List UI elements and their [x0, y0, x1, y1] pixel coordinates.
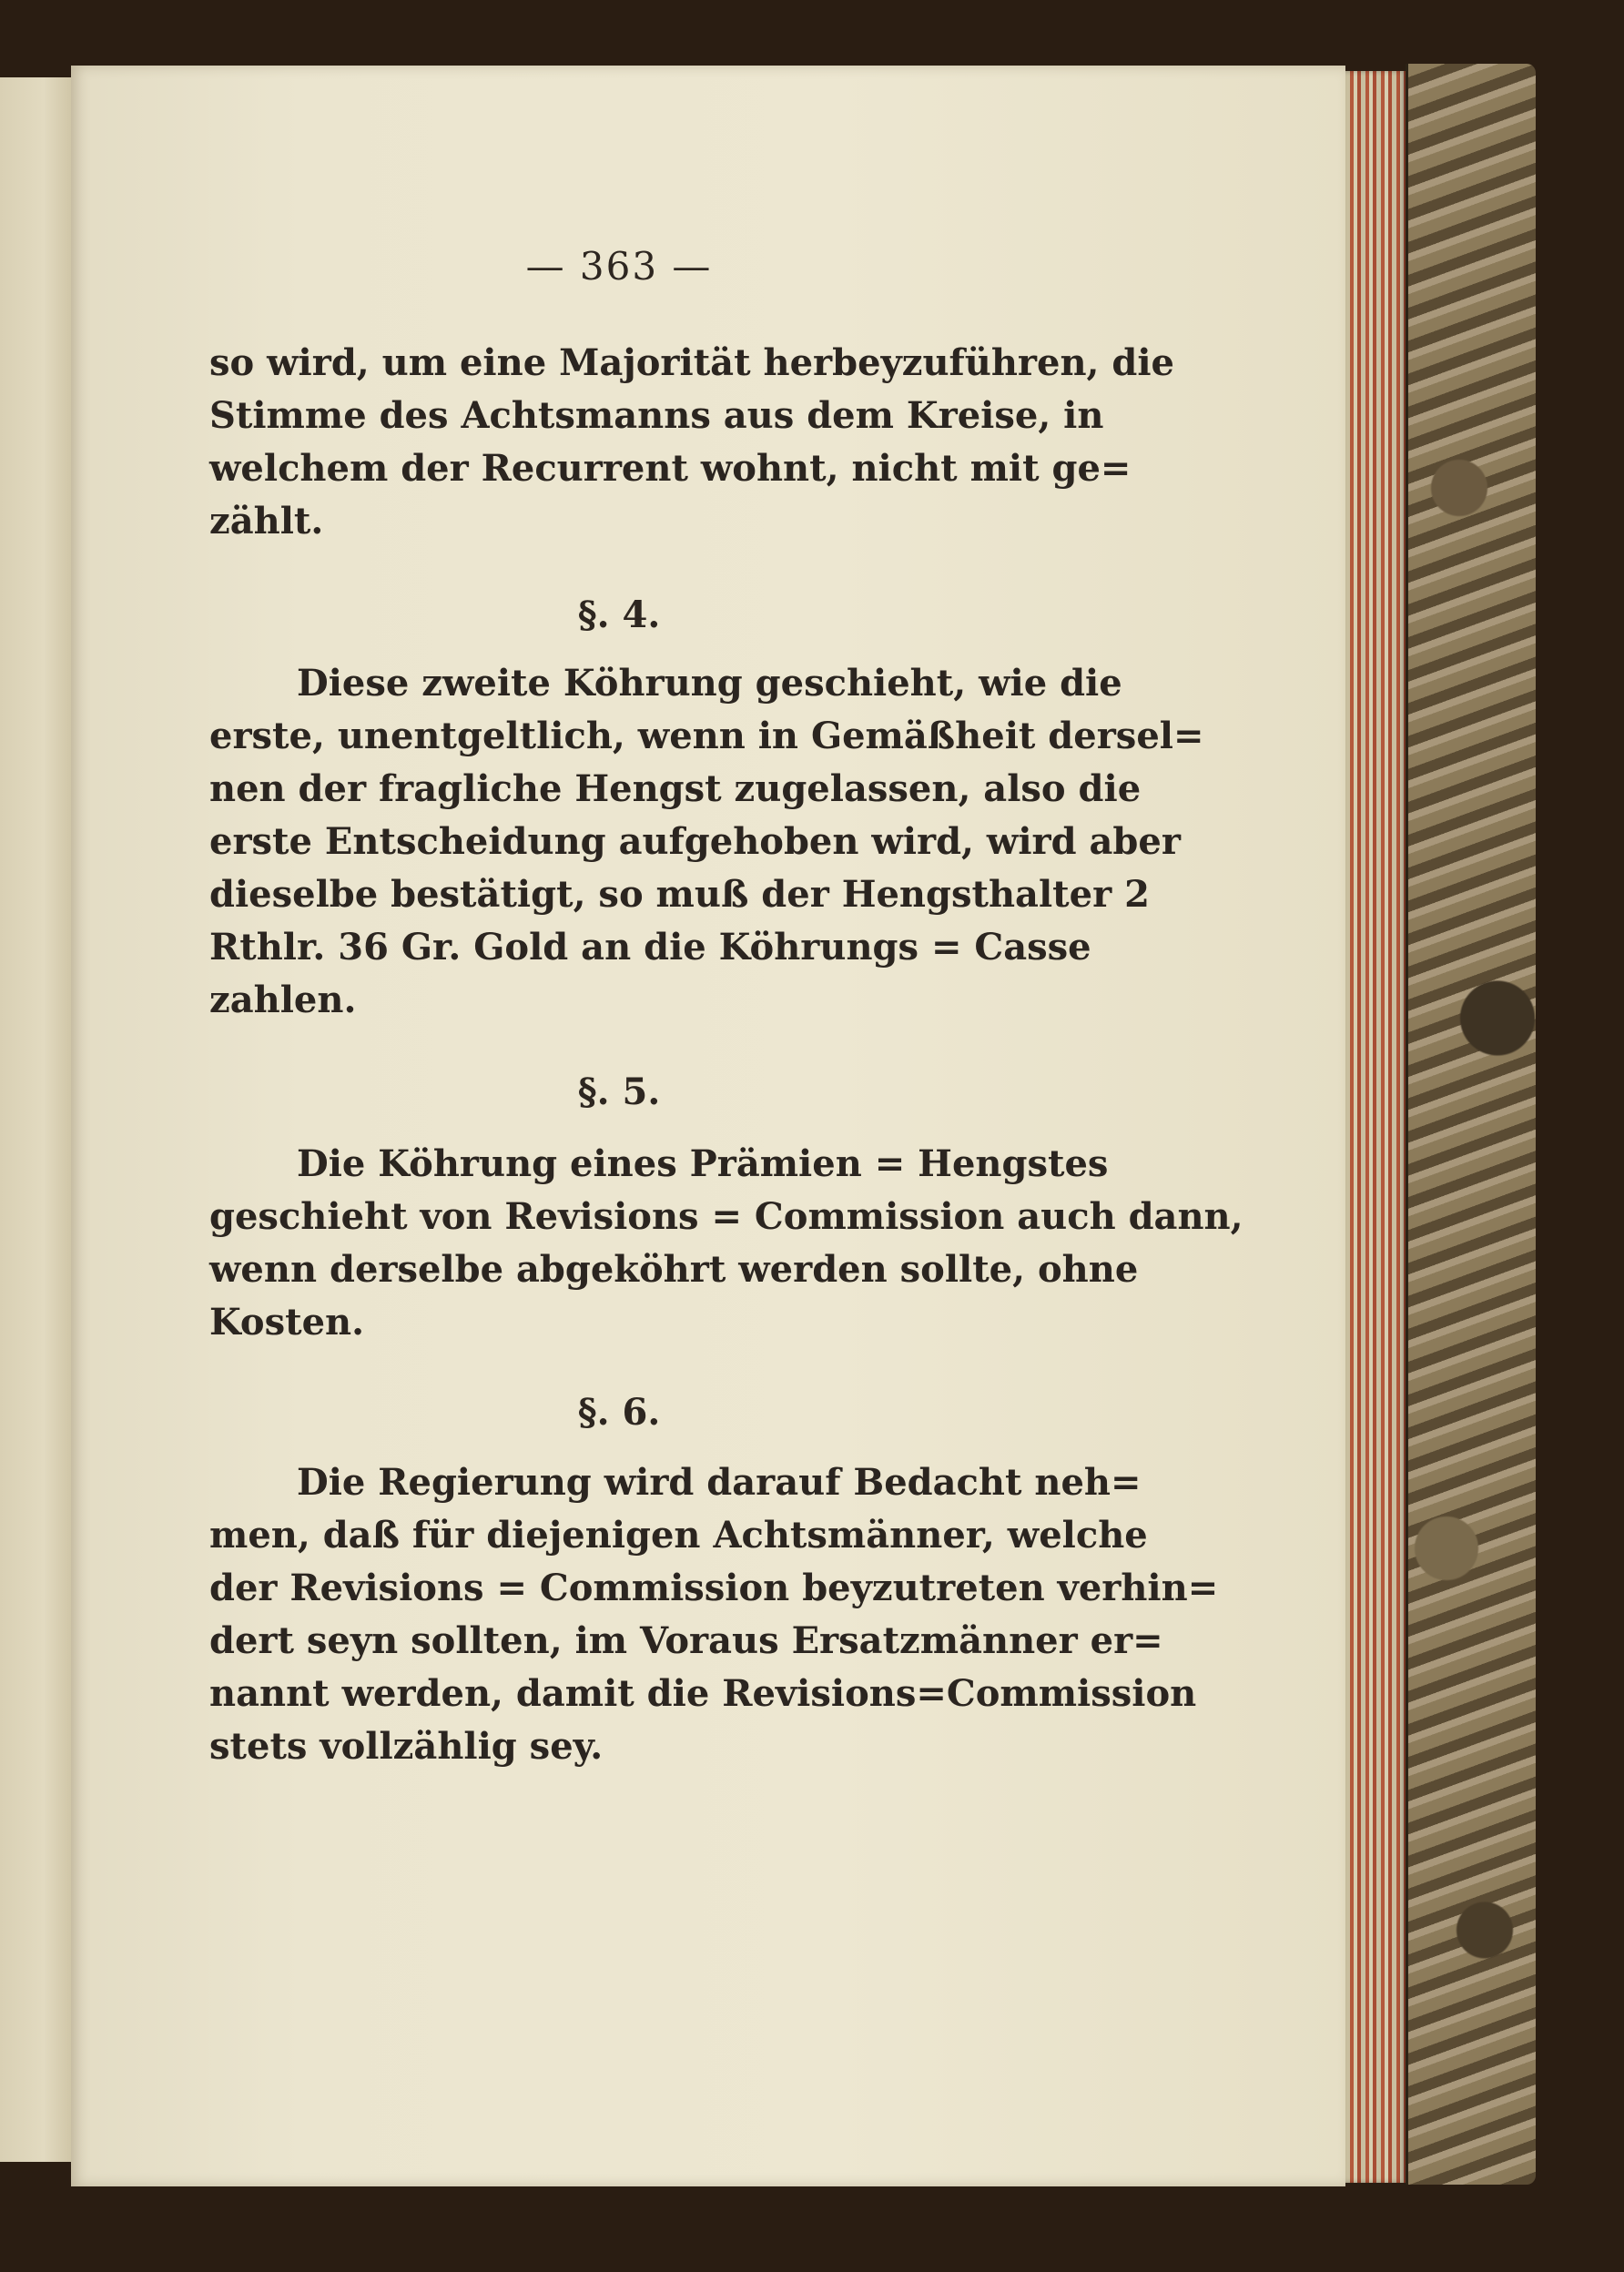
paragraph-section-5 [209, 1138, 1243, 1349]
text-line: Diese zweite Köhrung geschieht, wie die [297, 662, 1122, 705]
text-line: Rthlr. 36 Gr. Gold an die Köhrungs = Casse [209, 926, 1091, 969]
text-line: so wird, um eine Majorität herbeyzuführen, die [209, 341, 1174, 384]
section-heading-6: §. 6. [577, 1391, 661, 1434]
text-line: der Revisions = Commission beyzutreten verhin= [209, 1567, 1219, 1609]
marbled-cover [1406, 64, 1536, 2185]
section-heading-5: §. 5. [577, 1070, 661, 1113]
text-line: wenn derselbe abgeköhrt werden sollte, ohne [209, 1248, 1139, 1291]
previous-page-edge [0, 77, 75, 2162]
text-line: dieselbe bestätigt, so muß der Hengsthalter 2 [209, 873, 1150, 916]
text-line: zählt. [209, 500, 324, 543]
paragraph-section-4 [209, 657, 1204, 1027]
page-edges-stack [1345, 71, 1406, 2183]
section-heading-4: §. 4. [577, 593, 661, 636]
text-line: geschieht von Revisions = Commission auch dann, [209, 1195, 1243, 1238]
text-line: nannt werden, damit die Revisions=Commission [209, 1672, 1197, 1715]
text-line: dert seyn sollten, im Voraus Ersatzmänner er= [209, 1619, 1163, 1662]
text-line: erste Entscheidung aufgehoben wird, wird aber [209, 820, 1181, 863]
page-number: — 363 — [525, 244, 713, 289]
paragraph-section-6 [209, 1456, 1219, 1773]
text-line: welchem der Recurrent wohnt, nicht mit ge= [209, 447, 1132, 490]
text-line: erste, unentgeltlich, wenn in Gemäßheit dersel= [209, 715, 1204, 757]
text-line: men, daß für diejenigen Achtsmänner, welche [209, 1514, 1148, 1557]
text-line: zahlen. [209, 979, 357, 1021]
text-line: Kosten. [209, 1301, 365, 1344]
text-line: nen der fragliche Hengst zugelassen, also die [209, 767, 1142, 810]
paragraph-continuation [209, 337, 1174, 548]
text-line: stets vollzählig sey. [209, 1725, 604, 1768]
text-line: Die Köhrung eines Prämien = Hengstes [297, 1142, 1109, 1185]
text-line: Die Regierung wird darauf Bedacht neh= [297, 1461, 1142, 1504]
text-line: Stimme des Achtsmanns aus dem Kreise, in [209, 394, 1104, 437]
